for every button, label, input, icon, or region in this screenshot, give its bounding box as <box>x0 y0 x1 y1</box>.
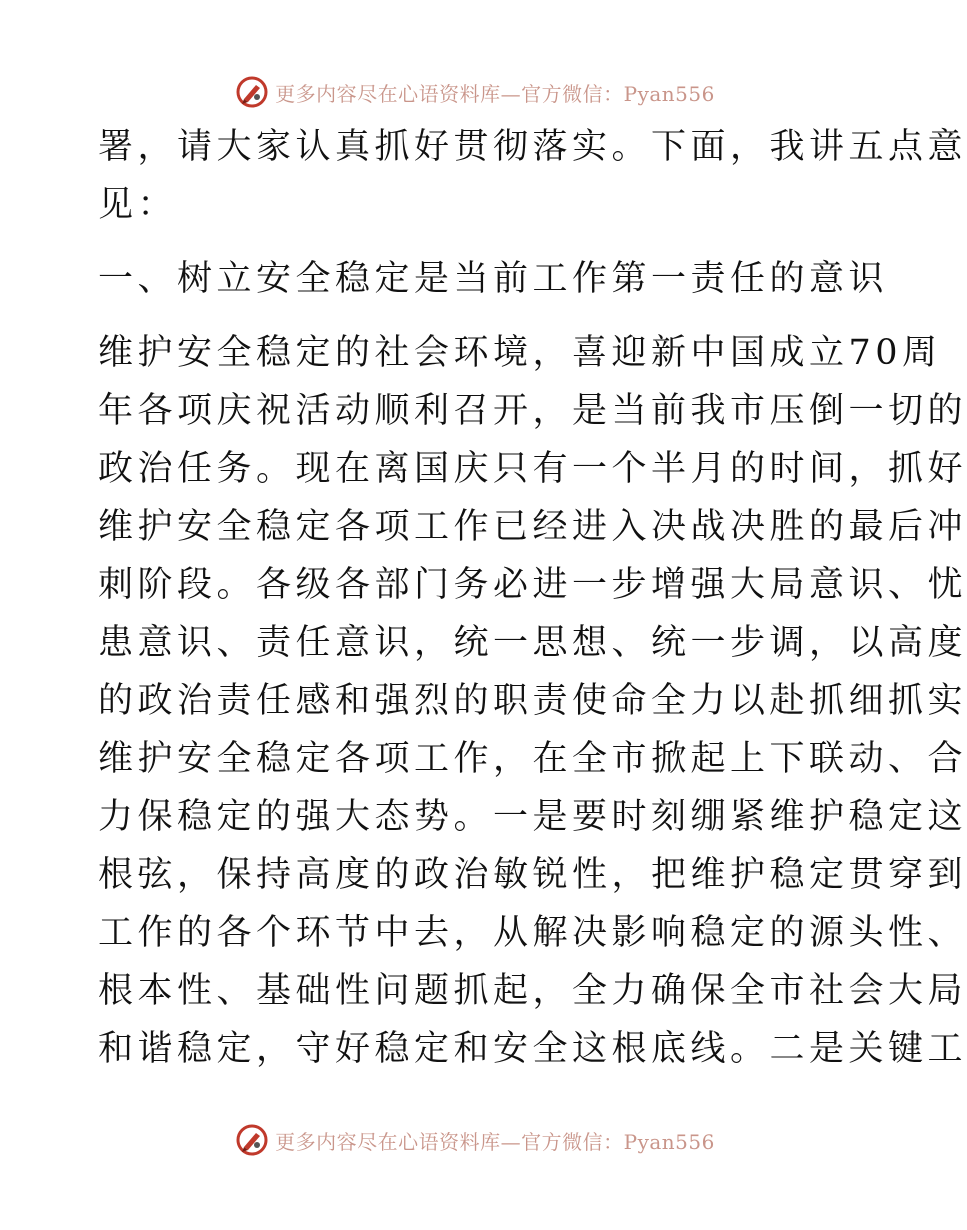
body-line: 工作的各个环节中去，从解决影响稳定的源头性、 <box>98 913 967 953</box>
body-line: 刺阶段。各级各部门务必进一步增强大局意识、忧 <box>98 565 967 605</box>
body-line: 根本性、基础性问题抓起，全力确保全市社会大局 <box>98 971 967 1011</box>
body-line: 的政治责任感和强烈的职责使命全力以赴抓细抓实 <box>98 681 967 721</box>
body-line: 患意识、责任意识，统一思想、统一步调，以高度 <box>98 623 967 663</box>
body-line: 署，请大家认真抓好贯彻落实。下面，我讲五点意 <box>98 127 967 167</box>
body-line: 力保稳定的强大态势。一是要时刻绷紧维护稳定这 <box>98 797 967 837</box>
footer-watermark <box>0 1118 950 1162</box>
body-line: 政治任务。现在离国庆只有一个半月的时间，抓好 <box>98 449 967 489</box>
body-line: 和谐稳定，守好稳定和安全这根底线。二是关键工 <box>98 1029 967 1069</box>
body-line: 维护安全稳定的社会环境，喜迎新中国成立70周 <box>98 333 942 373</box>
section-heading: 一、树立安全稳定是当前工作第一责任的意识 <box>98 259 889 299</box>
body-line: 维护安全稳定各项工作已经进入决战决胜的最后冲 <box>98 507 967 547</box>
body-line: 维护安全稳定各项工作，在全市掀起上下联动、合 <box>98 739 967 779</box>
header-watermark <box>0 70 950 114</box>
pen-circle-logo-icon <box>235 75 269 109</box>
watermark-text: 更多内容尽在心语资料库—官方微信：Pyan556 <box>275 1129 715 1154</box>
body-line: 见： <box>98 185 178 225</box>
body-line: 根弦，保持高度的政治敏锐性，把维护稳定贯穿到 <box>98 855 967 895</box>
watermark-text: 更多内容尽在心语资料库—官方微信：Pyan556 <box>275 81 715 106</box>
document-body <box>98 118 967 1078</box>
body-line: 年各项庆祝活动顺利召开，是当前我市压倒一切的 <box>98 391 967 431</box>
pen-circle-logo-icon <box>235 1123 269 1157</box>
